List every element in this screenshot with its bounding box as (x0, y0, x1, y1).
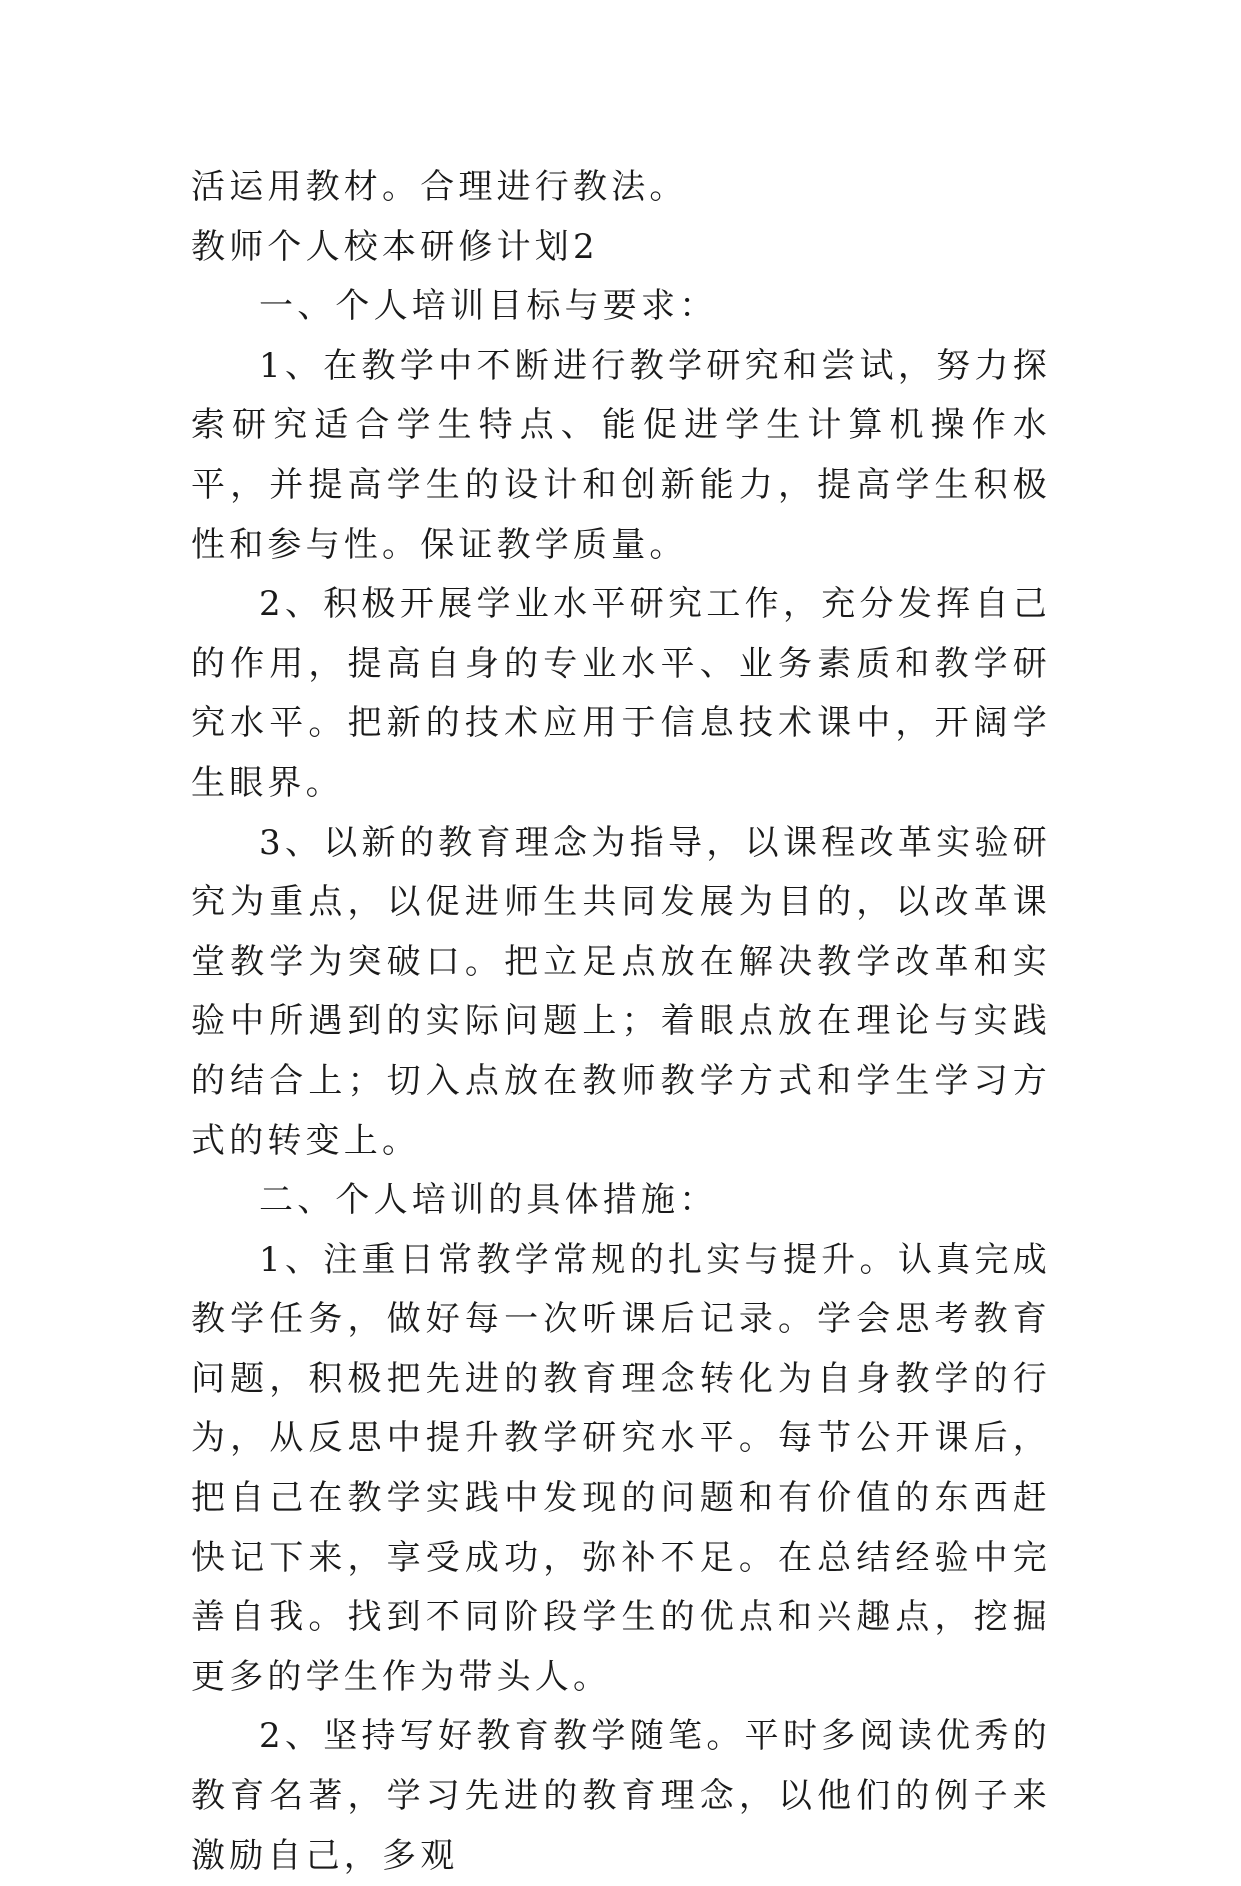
section-title: 教师个人校本研修计划2 (191, 226, 599, 267)
paragraph-goal-3: 3、以新的教育理念为指导，以课程改革实验研究为重点，以促进师生共同发展为目的，以改革课堂教学为突破口。把立足点放在解决教学改革和实验中所遇到的实际问题上；着眼点放在理论与实践的结合上；切入点放在教师教学方式和学生学习方式的转变上。 (191, 822, 1051, 1161)
paragraph-measure-1: 1、注重日常教学常规的扎实与提升。认真完成教学任务，做好每一次听课后记录。学会思考教育问题，积极把先进的教育理念转化为自身教学的行为，从反思中提升教学研究水平。每节公开课后，把自己在教学实践中发现的问题和有价值的东西赶快记下来，享受成功，弥补不足。在总结经验中完善自我。找到不同阶段学生的优点和兴趣点，挖掘更多的学生作为带头人。 (191, 1239, 1051, 1697)
paragraph-goal-1: 1、在教学中不断进行教学研究和尝试，努力探索研究适合学生特点、能促进学生计算机操作水平，并提高学生的设计和创新能力，提高学生积极性和参与性。保证教学质量。 (191, 345, 1051, 565)
paragraph-goal-2: 2、积极开展学业水平研究工作，充分发挥自己的作用，提高自身的专业水平、业务素质和教学研究水平。把新的技术应用于信息技术课中，开阔学生眼界。 (191, 584, 1051, 803)
heading-goals: 一、个人培训目标与要求： (259, 286, 718, 327)
paragraph-continuation: 活运用教材。合理进行教法。 (191, 167, 688, 207)
heading-measures: 二、个人培训的具体措施： (259, 1180, 718, 1221)
paragraph-measure-2: 2、坚持写好教育教学随笔。平时多阅读优秀的教育名著，学习先进的教育理念，以他们的例子来激励自己，多观 (191, 1716, 1051, 1876)
document-body (191, 158, 1051, 1886)
